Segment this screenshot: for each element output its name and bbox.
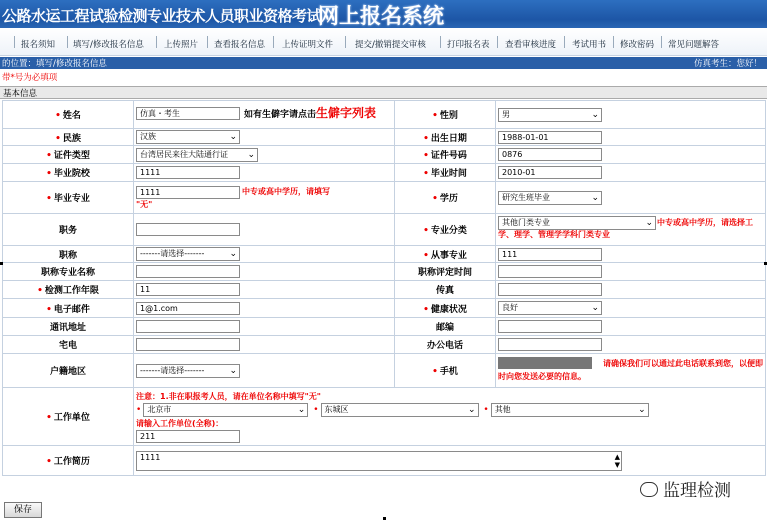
district-select[interactable]: 东城区 ⌄ (321, 403, 479, 417)
email-cell (134, 299, 395, 318)
type-select[interactable]: 其他 ⌄ (491, 403, 649, 417)
city-select[interactable]: 北京市 ⌄ (143, 403, 308, 417)
nav-separator (67, 36, 68, 48)
major-input[interactable]: 1111 (136, 186, 240, 199)
work-major-cell (496, 246, 766, 263)
email-input[interactable]: 1@1.com (136, 302, 240, 315)
duty-cell (134, 214, 395, 246)
title-cell (134, 246, 395, 263)
title-label: 职称 (3, 246, 134, 263)
chevron-down-icon: ⌄ (591, 192, 599, 203)
category-cell (496, 214, 766, 246)
category-select[interactable]: 其他门类专业 ⌄ (498, 216, 656, 230)
hukou-label: 户籍地区 (3, 354, 134, 388)
chevron-down-icon: ⌄ (229, 365, 237, 376)
gender-select[interactable]: 男 ⌄ (498, 108, 602, 122)
health-select[interactable]: 良好 ⌄ (498, 301, 602, 315)
resume-cell (134, 446, 766, 476)
nav-item-print-form[interactable]: 打印报名表 (447, 40, 490, 50)
office-tel-label: 办公电话 (395, 336, 496, 354)
fax-cell (496, 281, 766, 299)
category-note: 中专或高中学历，请选择工学、理学、管理学学科门类专业 (498, 217, 753, 239)
employer-cell: 注意：1.非在职报考人员，请在单位名称中填写"无" • 北京市 ⌄ • 东城区 ⌄ • 其他 ⌄ 请输入工作单位(全称)： 211 (134, 388, 766, 446)
school-label: • 毕业院校 (3, 164, 134, 182)
zip-input[interactable] (498, 320, 602, 333)
chevron-down-icon: ⌄ (638, 404, 646, 415)
ethnicity-label: • 民族 (3, 129, 134, 146)
employer-note: 注意：1.非在职报考人员，请在单位名称中填写"无" (136, 391, 321, 401)
zip-label: 邮编 (395, 318, 496, 336)
nav-separator (207, 36, 208, 48)
nav-separator (613, 36, 614, 48)
degree-select[interactable]: 研究生班毕业 ⌄ (498, 191, 602, 205)
chevron-down-icon: ⌄ (591, 303, 599, 313)
duty-label: 职务 (3, 214, 134, 246)
nav-item-upload-photo[interactable]: 上传照片 (164, 40, 199, 50)
id-type-select[interactable]: 台湾居民来往大陆通行证 ⌄ (136, 148, 258, 162)
gender-cell (496, 101, 766, 129)
duty-input[interactable] (136, 223, 240, 236)
nav-separator (564, 36, 565, 48)
birth-label: • 出生日期 (395, 129, 496, 146)
nav-item-upload-proof[interactable]: 上传证明文件 (282, 40, 334, 50)
resume-textarea[interactable]: 1111 ▲ ▼ (136, 451, 622, 471)
birth-input[interactable]: 1988-01-01 (498, 131, 602, 144)
address-input[interactable] (136, 320, 240, 333)
title-time-cell (496, 263, 766, 281)
title-select[interactable]: -------请选择------- ⌄ (136, 247, 240, 261)
title-major-label: 职称专业名称 (3, 263, 134, 281)
nav-item-exam-books[interactable]: 考试用书 (572, 40, 607, 50)
location-bar (0, 57, 767, 69)
mobile-cell (496, 354, 766, 388)
school-input[interactable]: 1111 (136, 166, 240, 179)
health-cell (496, 299, 766, 318)
edge-mark (0, 262, 3, 265)
work-major-label: • 从事专业 (395, 246, 496, 263)
save-button[interactable]: 保存 (4, 502, 42, 518)
hukou-cell (134, 354, 395, 388)
email-label: • 电子邮件 (3, 299, 134, 318)
mobile-label: • 手机 (395, 354, 496, 388)
name-label: • 姓名 (3, 101, 134, 129)
address-cell (134, 318, 395, 336)
rare-char-note: 如有生僻字请点击 (244, 110, 317, 120)
id-no-input[interactable]: 0876 (498, 148, 602, 161)
nav-item-edit-info[interactable]: 填写/修改报名信息 (73, 40, 144, 50)
header-title: 公路水运工程试验检测专业技术人员职业资格考试 (2, 7, 322, 25)
major-cell (134, 182, 395, 214)
fax-input[interactable] (498, 283, 602, 296)
chevron-down-icon: ⌄ (247, 149, 255, 160)
nav-item-change-password[interactable]: 修改密码 (620, 40, 655, 50)
office-tel-cell (496, 336, 766, 354)
nav-separator (345, 36, 346, 48)
chevron-down-icon: ⌄ (645, 217, 653, 228)
chevron-down-icon: ⌄ (591, 109, 599, 120)
user-greeting: 仿真考生：您好！ (693, 59, 762, 69)
nav-item-review-progress[interactable]: 查看审核进度 (505, 40, 557, 50)
nav-item-submit-review[interactable]: 提交/撤销提交审核 (355, 40, 426, 50)
years-cell (134, 281, 395, 299)
nav-separator (14, 36, 15, 48)
system-title: 网上报名系统 (318, 4, 444, 28)
nav-item-view-info[interactable]: 查看报名信息 (214, 40, 266, 50)
degree-label: • 学历 (395, 182, 496, 214)
home-tel-label: 宅电 (3, 336, 134, 354)
fax-label: 传真 (395, 281, 496, 299)
major-note: 中专或高中学历，请填写 (242, 186, 330, 196)
id-type-label: • 证件类型 (3, 146, 134, 164)
header-banner (0, 0, 767, 28)
title-time-input[interactable] (498, 265, 602, 278)
chevron-down-icon: ⌄ (229, 132, 237, 142)
watermark: 监理检测 (640, 476, 731, 501)
mobile-note: 请确保我们可以通过此电话联系到您，以便即时向您发送必要的信息。 (498, 358, 763, 381)
required-note: 带*号为必填项 (2, 73, 58, 83)
work-major-input[interactable]: 111 (498, 248, 602, 261)
zip-cell (496, 318, 766, 336)
home-tel-input[interactable] (136, 338, 240, 351)
registration-form (2, 100, 766, 476)
chat-bubble-icon (640, 482, 658, 497)
title-major-cell (134, 263, 395, 281)
gender-label: • 性别 (395, 101, 496, 129)
grad-time-cell (496, 164, 766, 182)
office-tel-input[interactable] (498, 338, 602, 351)
nav-bar (0, 28, 767, 56)
years-input[interactable]: 11 (136, 283, 240, 296)
title-major-input[interactable] (136, 265, 240, 278)
hukou-select[interactable]: -------请选择------- ⌄ (136, 364, 240, 378)
nav-item-faq[interactable]: 常见问题解答 (668, 40, 720, 50)
school-cell (134, 164, 395, 182)
ethnicity-select[interactable]: 汉族 ⌄ (136, 130, 240, 144)
nav-separator (440, 36, 441, 48)
id-no-cell (496, 146, 766, 164)
employer-prompt: 请输入工作单位(全称)： (136, 418, 224, 428)
nav-item-notice[interactable]: 报名须知 (21, 40, 56, 50)
degree-cell (496, 182, 766, 214)
address-label: 通讯地址 (3, 318, 134, 336)
chevron-down-icon: ⌄ (467, 404, 476, 415)
nav-separator (497, 36, 498, 48)
resume-label: • 工作简历 (3, 446, 134, 476)
grad-time-label: • 毕业时间 (395, 164, 496, 182)
ethnicity-cell (134, 129, 395, 146)
chevron-down-icon: ⌄ (297, 404, 306, 415)
birth-cell (496, 129, 766, 146)
home-tel-cell (134, 336, 395, 354)
section-header (0, 86, 767, 99)
years-label: • 检测工作年限 (3, 281, 134, 299)
health-label: • 健康状况 (395, 299, 496, 318)
name-input[interactable]: 仿真・考生 (136, 107, 240, 120)
nav-separator (661, 36, 662, 48)
id-no-label: • 证件号码 (395, 146, 496, 164)
employer-input[interactable]: 211 (136, 430, 240, 443)
nav-separator (156, 36, 157, 48)
breadcrumb: 的位置：填写/修改报名信息 (2, 59, 107, 69)
section-title: 基本信息 (3, 89, 38, 99)
major-note-none: "无" (136, 199, 153, 209)
major-label: • 毕业专业 (3, 182, 134, 214)
grad-time-input[interactable]: 2010-01 (498, 166, 602, 179)
rare-char-link[interactable]: 生僻字列表 (316, 106, 377, 120)
chevron-down-icon: ⌄ (229, 249, 237, 259)
name-cell (134, 101, 395, 129)
category-label: • 专业分类 (395, 214, 496, 246)
scroll-arrows-icon[interactable]: ▲ ▼ (614, 452, 620, 469)
employer-label: • 工作单位 (3, 388, 134, 446)
title-time-label: 职称评定时间 (395, 263, 496, 281)
id-type-cell (134, 146, 395, 164)
nav-separator (273, 36, 274, 48)
